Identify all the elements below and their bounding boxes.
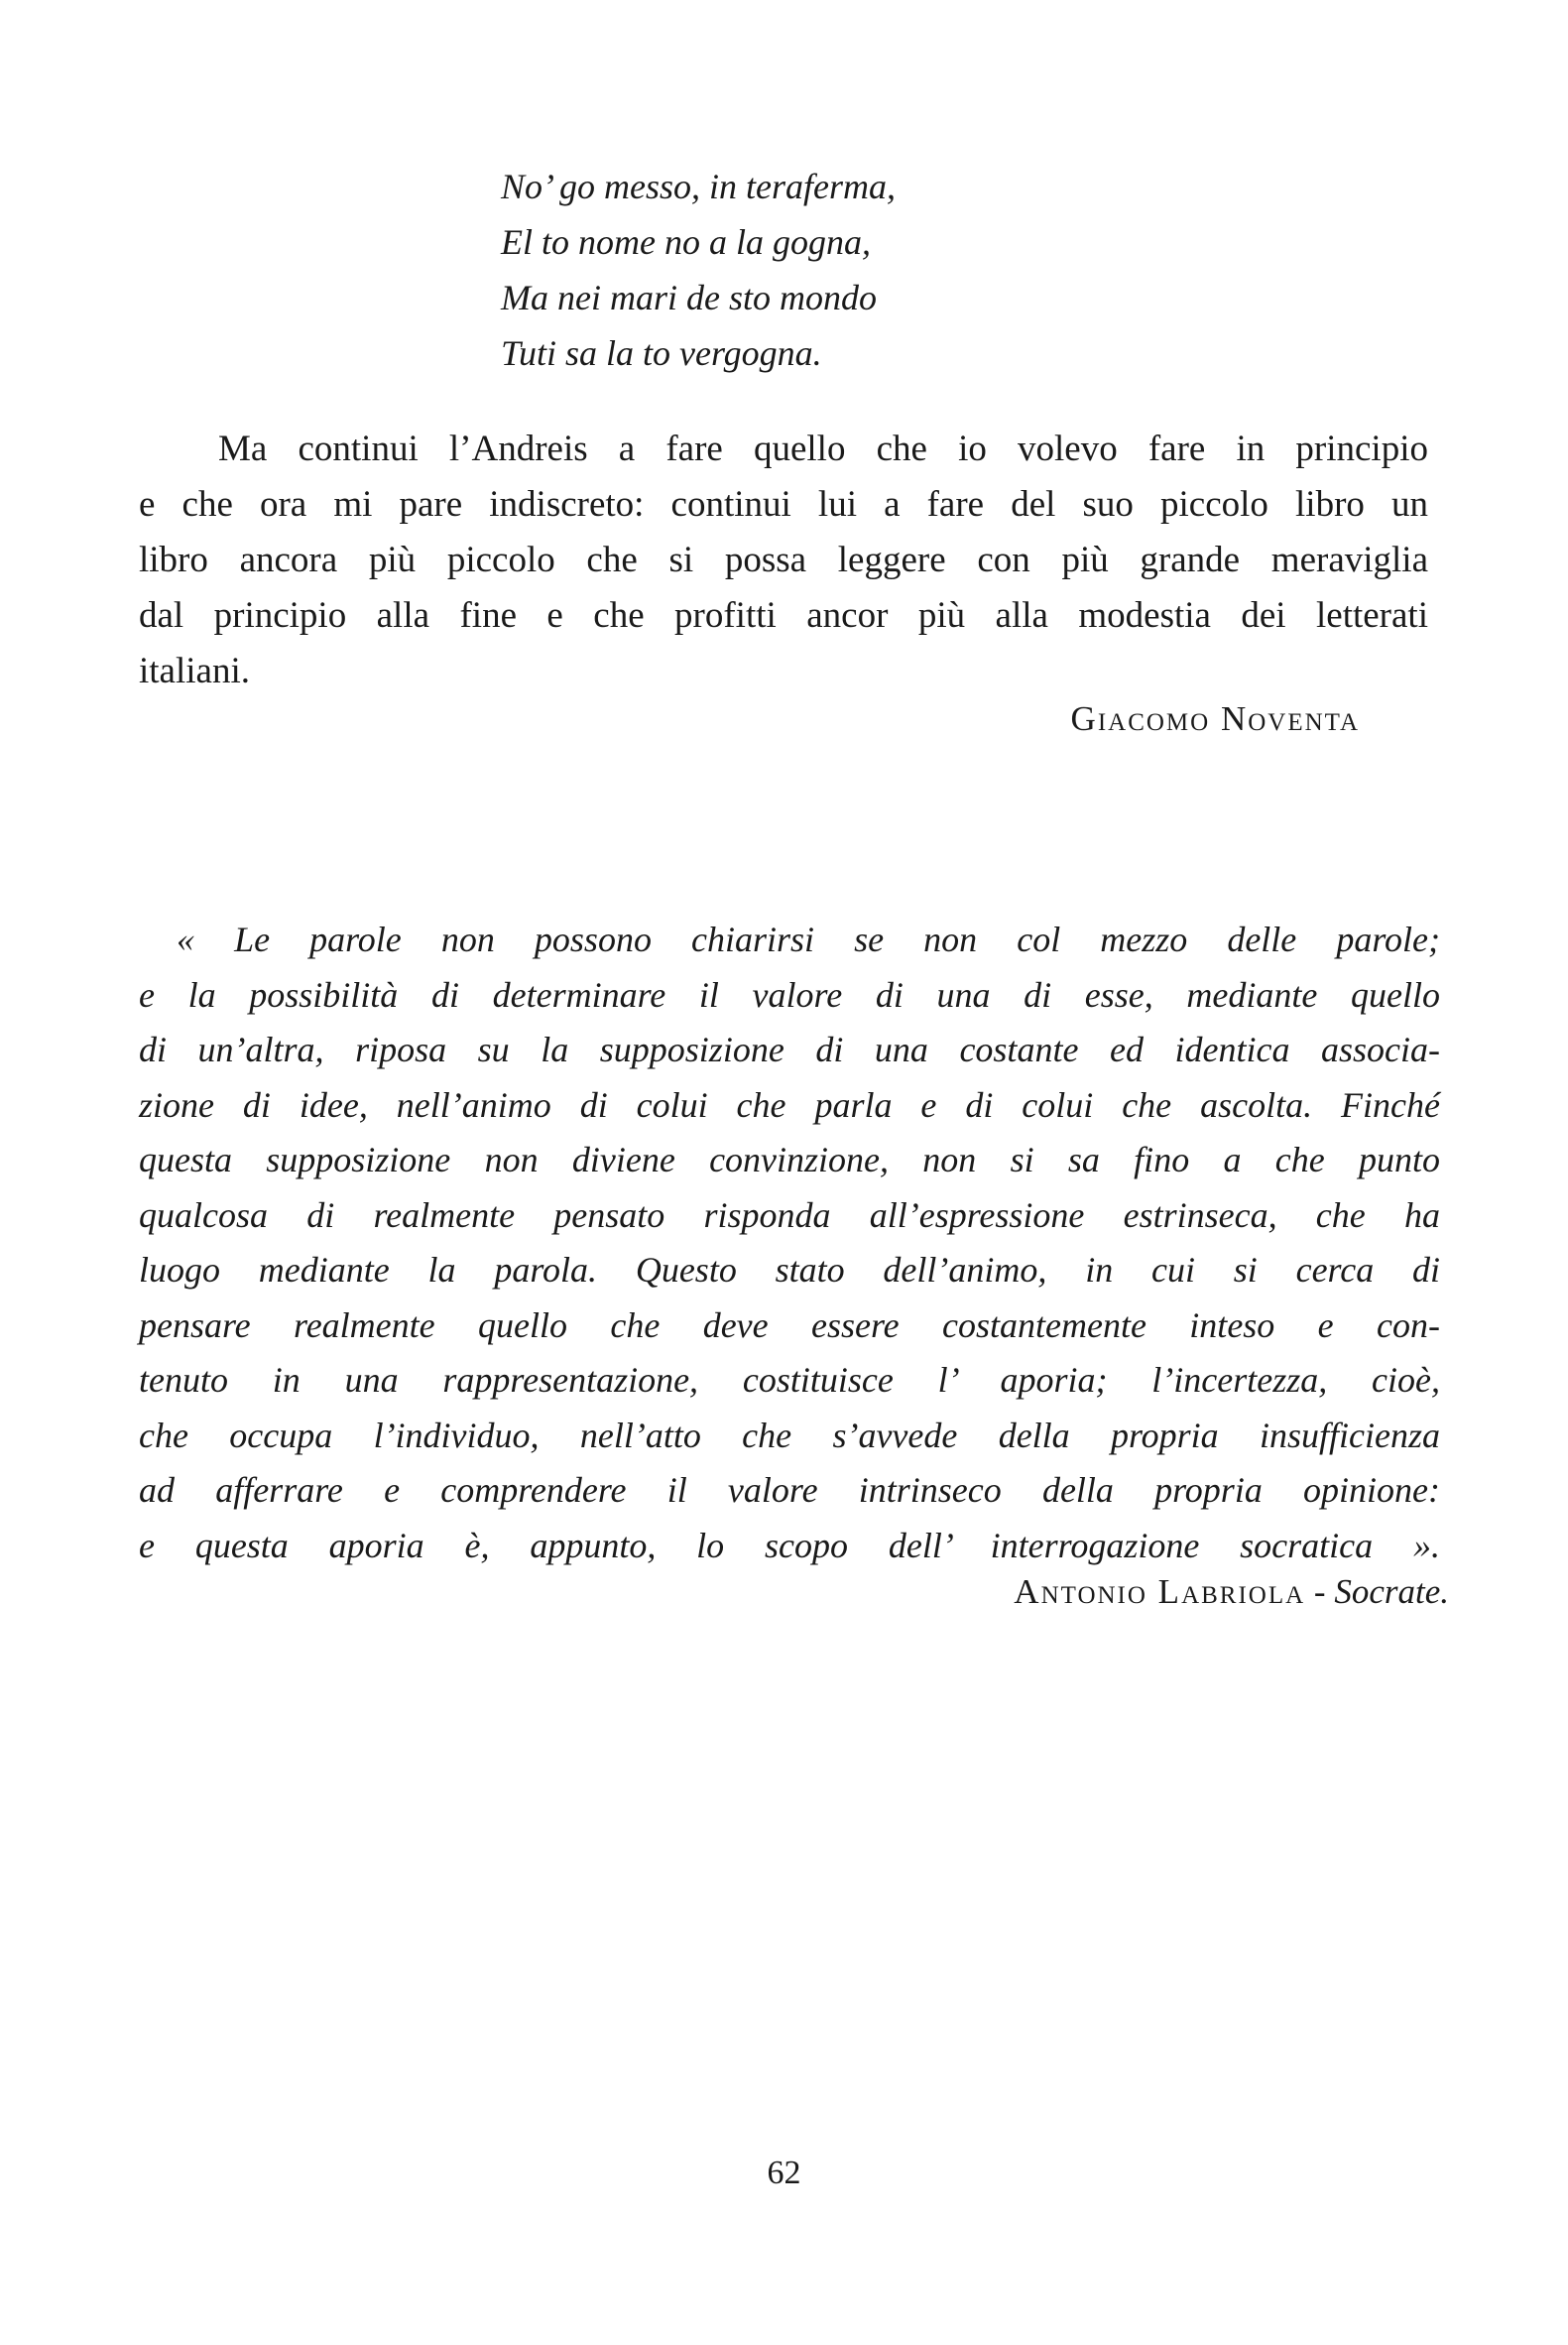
- prose-line: italiani.: [139, 651, 250, 691]
- author-signature: Giacomo Noventa: [1070, 699, 1360, 738]
- quote-line: luogo mediante la parola. Questo stato dell’animo, in cui si cerca di: [139, 1250, 1440, 1290]
- quote-line: zione di idee, nell’animo di colui che parla e di colui che ascolta. Finché: [139, 1084, 1440, 1125]
- prose-paragraph: [139, 422, 1428, 699]
- block-quote: [139, 913, 1440, 1573]
- quote-line: qualcosa di realmente pensato risponda all’espressione estrinseca, che ha: [139, 1194, 1440, 1235]
- quote-author: Antonio Labriola: [1014, 1572, 1306, 1611]
- quote-line: « Le parole non possono chiarirsi se non col mezzo delle parole;: [177, 920, 1440, 959]
- poem-line: Tuti sa la to vergogna.: [501, 333, 822, 373]
- quote-line: di un’altra, riposa su la supposizione di una costante ed identica associa-: [139, 1030, 1440, 1069]
- prose-line: e che ora mi pare indiscreto: continui lui a fare del suo piccolo libro un: [139, 484, 1428, 525]
- page-number: 62: [767, 2155, 801, 2191]
- quote-line: che occupa l’individuo, nell’atto che s’avvede della propria insufficienza: [139, 1415, 1440, 1455]
- quote-line: ad afferrare e comprendere il valore intrinseco della propria opinione:: [139, 1470, 1440, 1510]
- quote-line: e la possibilità di determinare il valore di una di esse, mediante quello: [139, 974, 1440, 1015]
- poem-stanza: [501, 159, 896, 381]
- quote-line: questa supposizione non diviene convinzione, non si sa fino a che punto: [139, 1140, 1440, 1179]
- poem-line: Ma nei mari de sto mondo: [501, 278, 877, 317]
- poem-line: No’ go messo, in teraferma,: [501, 167, 896, 206]
- quote-line: pensare realmente quello che deve essere costantemente inteso e con-: [139, 1304, 1440, 1345]
- prose-line: Ma continui l’Andreis a fare quello che io volevo fare in principio: [218, 429, 1428, 469]
- quote-source-title: Socrate.: [1334, 1572, 1449, 1611]
- quote-line: e questa aporia è, appunto, lo scopo dell’ interrogazione socratica ».: [139, 1525, 1440, 1565]
- prose-line: libro ancora più piccolo che si possa leggere con più grande meraviglia: [139, 540, 1428, 580]
- quote-line: tenuto in una rappresentazione, costituisce l’ aporia; l’incertezza, cioè,: [139, 1360, 1440, 1400]
- prose-line: dal principio alla fine e che profitti ancor più alla modestia dei letterati: [139, 595, 1428, 636]
- attribution-separator: -: [1305, 1572, 1335, 1611]
- poem-line: El to nome no a la gogna,: [501, 222, 871, 262]
- quote-attribution: [1014, 1572, 1449, 1612]
